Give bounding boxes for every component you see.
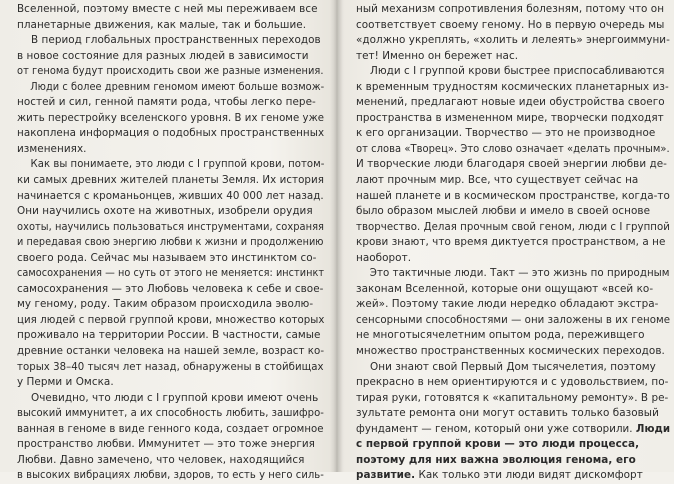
text-line	[356, 64, 670, 80]
text-run: наоборот.	[356, 251, 412, 264]
text-line: самосохранения — это Любовь человека к себе и свое-	[17, 282, 324, 295]
text-line	[356, 266, 670, 282]
text-run: лают прочным мир. Все, что существует сейчас на	[356, 174, 639, 187]
text-line: ки самых древних жителей планеты Земля. Их история	[17, 174, 324, 187]
text-run: тирая руки, готовятся к «капитальному ремонту». В ре-	[356, 391, 669, 404]
text-run: сенсорными способностями — они заложены в их геноме	[356, 313, 671, 326]
text-line	[356, 360, 670, 376]
text-line	[356, 297, 670, 313]
text-line	[356, 80, 670, 96]
text-line: и передавая свою энергию любви к жизни и продолжению	[17, 236, 324, 249]
book-gutter	[330, 0, 344, 472]
text-line	[356, 189, 669, 205]
text-line	[356, 437, 670, 453]
text-line	[356, 33, 670, 49]
text-line	[356, 344, 670, 360]
text-line: Очевидно, что люди с I группой крови имеют очень	[31, 391, 319, 404]
text-run: Они знают свой Первый Дом тысячелетия, поэтому	[370, 360, 656, 373]
text-line: Вселенной, поэтому вместе с ней мы переживаем все	[17, 3, 318, 15]
text-line	[356, 142, 670, 158]
text-line	[356, 251, 670, 267]
text-run: Это тактичные люди. Такт — это жизнь по природным	[369, 267, 670, 280]
text-run: ный механизм сопротивления болезням, потому что он	[356, 3, 665, 15]
text-run: было образом мыслей любви и имело в своей основе	[356, 205, 651, 218]
text-line: от генома будут происходить свои же разные изменения.	[17, 65, 324, 78]
text-run: Как только эти люди видят дискомфорт	[415, 469, 643, 482]
text-line: самосохранения — но суть от этого не меняется: инстинкт	[17, 267, 325, 280]
text-line: пространство любви. Иммунитет — это тоже энергия	[17, 438, 315, 451]
text-line: Люди с более древним геномом имеют больше возмож-	[30, 80, 325, 93]
text-run: тет! Именно он бережет нас.	[356, 49, 519, 62]
text-line: жить перестройку вселенского уровня. В их геноме уже	[17, 111, 325, 124]
text-line	[356, 173, 670, 189]
text-line: планетарные движения, как малые, так и большие.	[17, 18, 307, 31]
text-line: Они научились охоте на животных, изобрели орудия	[17, 205, 313, 218]
text-run: фундамент — геном, который они уже сотворили.	[356, 422, 636, 435]
text-line	[356, 406, 670, 422]
text-line: ностей и сил, генной памяти рода, чтобы легко пере-	[17, 96, 316, 109]
bold-text: Люди	[635, 422, 671, 435]
text-run: к его организации. Творчество — это не производное	[356, 127, 656, 140]
text-line	[356, 391, 670, 407]
text-line: Любви. Давно замечено, что человек, находящийся	[17, 453, 305, 466]
text-line	[356, 375, 670, 391]
text-run: крови знают, что время диктуется пространством, а не	[356, 236, 666, 249]
text-run: пространства в измененном мире, творчески подходят	[356, 111, 664, 124]
text-line: в высоких вибрациях любви, здоров, то есть у него силь-	[17, 469, 324, 482]
left-page	[17, 2, 325, 482]
text-line	[356, 235, 670, 251]
text-run: «должно укреплять, «холить и лелеять» энергоиммуни-	[356, 34, 670, 47]
text-line	[356, 157, 670, 173]
text-line	[356, 328, 670, 344]
text-run: Люди с I группой крови быстрее приспосабливаются	[370, 65, 665, 78]
text-line: Как вы понимаете, это люди с I группой крови, потом-	[30, 158, 325, 171]
text-line: ция людей с первой группой крови, множество которых	[17, 313, 325, 326]
text-line: в новое состояние для разных людей в зависимости	[17, 49, 309, 62]
text-line	[356, 220, 670, 236]
text-line: охоты, научились пользоваться инструментами, сохраняя	[17, 220, 325, 233]
text-line	[356, 49, 670, 65]
text-run: соответствует своему геному. Но в первую очередь мы	[356, 18, 665, 31]
text-run: законам Вселенной, которые они ощущают «всей ко-	[356, 282, 654, 295]
text-run: множество пространственных космических переходов.	[356, 345, 665, 358]
bold-text: развитие.	[356, 469, 416, 482]
text-line	[356, 2, 670, 18]
text-line: накоплена информация о подобных пространственных	[17, 127, 325, 140]
text-line: ванная в геноме в виде генного кода, создает огромное	[17, 422, 324, 435]
text-line: своего рода. Сейчас мы называем это инстинктом со-	[17, 251, 317, 264]
text-run: И творческие люди благодаря своей энергии любви де-	[356, 158, 667, 171]
text-run: прекрасно в нем ориентируются и с удовольствием, по-	[356, 376, 669, 389]
text-run: творчество. Делая прочным свой геном, люди с I группой	[356, 220, 670, 233]
text-line	[356, 453, 670, 469]
text-line	[356, 95, 670, 111]
bold-text: с первой группой крови — это люди процесса,	[356, 438, 640, 451]
text-line	[356, 468, 670, 484]
text-run: нашей планете и в космическом пространстве, когда-то	[356, 189, 670, 202]
text-line	[356, 282, 670, 298]
text-run: к временным трудностям космических планетарных из-	[356, 80, 669, 93]
text-run: жей». Поэтому такие люди нередко обладают экстра-	[356, 298, 659, 311]
text-line: В период глобальных пространственных переходов	[31, 34, 321, 47]
text-line	[356, 126, 670, 142]
text-line: му геному, роду. Таким образом происходила эволю-	[17, 298, 314, 311]
text-line: изменениях.	[17, 142, 87, 155]
text-run: менений, предлагают новые идеи обустройства своего	[356, 96, 665, 109]
text-line	[356, 111, 670, 127]
text-line: древние останки человека на нашей земле, возраст ко-	[17, 345, 325, 358]
bold-text: поэтому для них важна эволюция генома, его	[356, 453, 636, 466]
text-line: начинается с кроманьонцев, живших 40 000 лет назад.	[17, 189, 324, 202]
text-run: от слова «Творец». Это слово означает «делать прочным».	[356, 142, 670, 155]
text-line	[356, 204, 670, 220]
right-page	[356, 2, 671, 482]
text-line: проживало на территории России. В частности, самые	[17, 329, 321, 342]
text-line: у Перми и Омска.	[17, 376, 114, 389]
text-line	[356, 18, 670, 34]
text-run: зультате ремонта они могут оставить только базовый	[356, 407, 659, 420]
text-line: высокий иммунитет, а их способность любить, зашифро-	[17, 407, 324, 420]
text-line: торых 38–40 тысяч лет назад, обнаружены в стойбищах	[17, 360, 324, 373]
text-line	[356, 422, 671, 438]
text-run: не многотысячелетним опытом рода, переживщего	[356, 329, 645, 342]
text-line	[356, 313, 671, 329]
